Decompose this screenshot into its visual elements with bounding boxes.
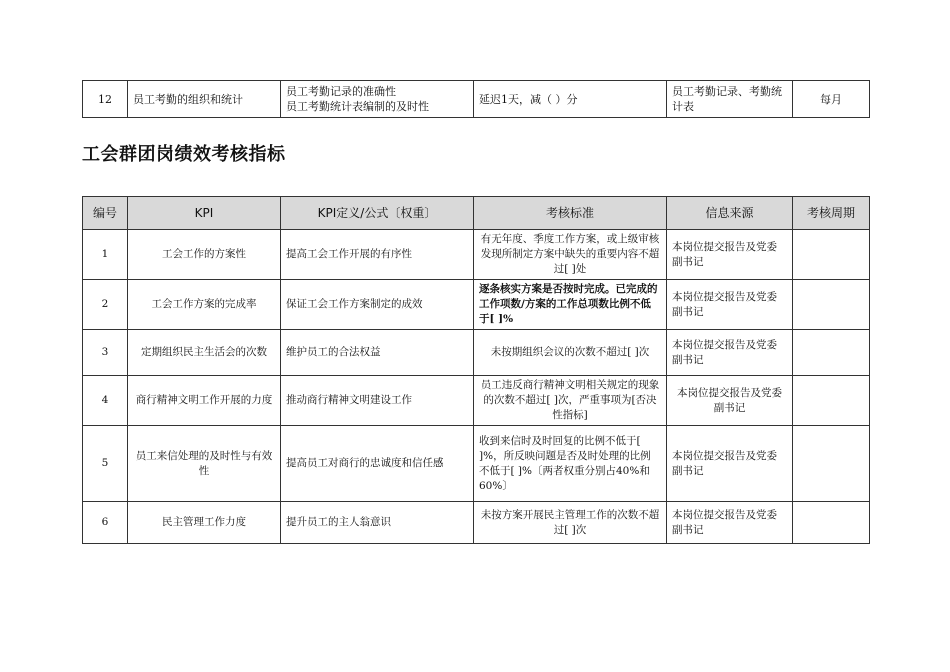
kpi-cell: 工会工作方案的完成率 — [128, 280, 281, 330]
row-number: 4 — [83, 376, 128, 426]
source-cell: 本岗位提交报告及党委副书记 — [667, 426, 793, 502]
definition-cell — [281, 81, 474, 118]
kpi-cell: 员工来信处理的及时性与有效性 — [128, 426, 281, 502]
period-cell — [793, 426, 870, 502]
definition-cell: 推动商行精神文明建设工作 — [281, 376, 474, 426]
header-no: 编号 — [83, 197, 128, 230]
kpi-cell: 工会工作的方案性 — [128, 230, 281, 280]
standard-cell: 收到来信时及时回复的比例不低于[ ]%，所反映问题是否及时处理的比例不低于[ ]%〔两者权重分别占40%和60%〕 — [474, 426, 667, 502]
definition-cell: 提高员工对商行的忠诚度和信任感 — [281, 426, 474, 502]
row-number: 1 — [83, 230, 128, 280]
period-cell — [793, 280, 870, 330]
table-row — [83, 376, 870, 426]
kpi-table — [82, 196, 870, 544]
table-row — [83, 330, 870, 376]
standard-cell: 未按期组织会议的次数不超过[ ]次 — [474, 330, 667, 376]
kpi-cell: 民主管理工作力度 — [128, 502, 281, 544]
header-kpi: KPI — [128, 197, 281, 230]
row-number: 6 — [83, 502, 128, 544]
table-row — [83, 502, 870, 544]
source-cell: 本岗位提交报告及党委副书记 — [667, 376, 793, 426]
row-number: 2 — [83, 280, 128, 330]
table-row — [83, 280, 870, 330]
row-number: 12 — [83, 81, 128, 118]
definition-cell: 维护员工的合法权益 — [281, 330, 474, 376]
continued-table — [82, 80, 870, 118]
definition-cell: 提高工会工作开展的有序性 — [281, 230, 474, 280]
source-cell: 本岗位提交报告及党委副书记 — [667, 502, 793, 544]
period-cell — [793, 502, 870, 544]
standard-cell: 未按方案开展民主管理工作的次数不超过[ ]次 — [474, 502, 667, 544]
section-title: 工会群团岗绩效考核指标 — [82, 144, 286, 165]
header-period: 考核周期 — [793, 197, 870, 230]
source-cell: 本岗位提交报告及党委副书记 — [667, 230, 793, 280]
period-cell — [793, 230, 870, 280]
definition-line: 员工考勤统计表编制的及时性 — [286, 100, 429, 113]
source-cell: 本岗位提交报告及党委副书记 — [667, 280, 793, 330]
standard-cell: 有无年度、季度工作方案，或上级审核发现所制定方案中缺失的重要内容不超过[ ]处 — [474, 230, 667, 280]
header-definition: KPI定义/公式〔权重〕 — [281, 197, 474, 230]
table-row — [83, 81, 870, 118]
period-cell: 每月 — [793, 81, 870, 118]
period-cell — [793, 376, 870, 426]
header-row — [83, 197, 870, 230]
header-source: 信息来源 — [667, 197, 793, 230]
standard-cell: 员工违反商行精神文明相关规定的现象的次数不超过[ ]次，严重事项为[否决性指标] — [474, 376, 667, 426]
kpi-cell: 定期组织民主生活会的次数 — [128, 330, 281, 376]
table-row — [83, 230, 870, 280]
row-number: 5 — [83, 426, 128, 502]
standard-cell: 逐条核实方案是否按时完成。已完成的工作项数/方案的工作总项数比例不低于[ ]% — [474, 280, 667, 330]
header-standard: 考核标准 — [474, 197, 667, 230]
definition-cell: 提升员工的主人翁意识 — [281, 502, 474, 544]
source-cell: 员工考勤记录、考勤统计表 — [667, 81, 793, 118]
row-number: 3 — [83, 330, 128, 376]
source-cell: 本岗位提交报告及党委副书记 — [667, 330, 793, 376]
period-cell — [793, 330, 870, 376]
definition-line: 员工考勤记录的准确性 — [286, 85, 396, 98]
kpi-cell: 商行精神文明工作开展的力度 — [128, 376, 281, 426]
table-row — [83, 426, 870, 502]
definition-cell: 保证工会工作方案制定的成效 — [281, 280, 474, 330]
kpi-cell: 员工考勤的组织和统计 — [128, 81, 281, 118]
standard-cell: 延迟1天，减（ ）分 — [474, 81, 667, 118]
